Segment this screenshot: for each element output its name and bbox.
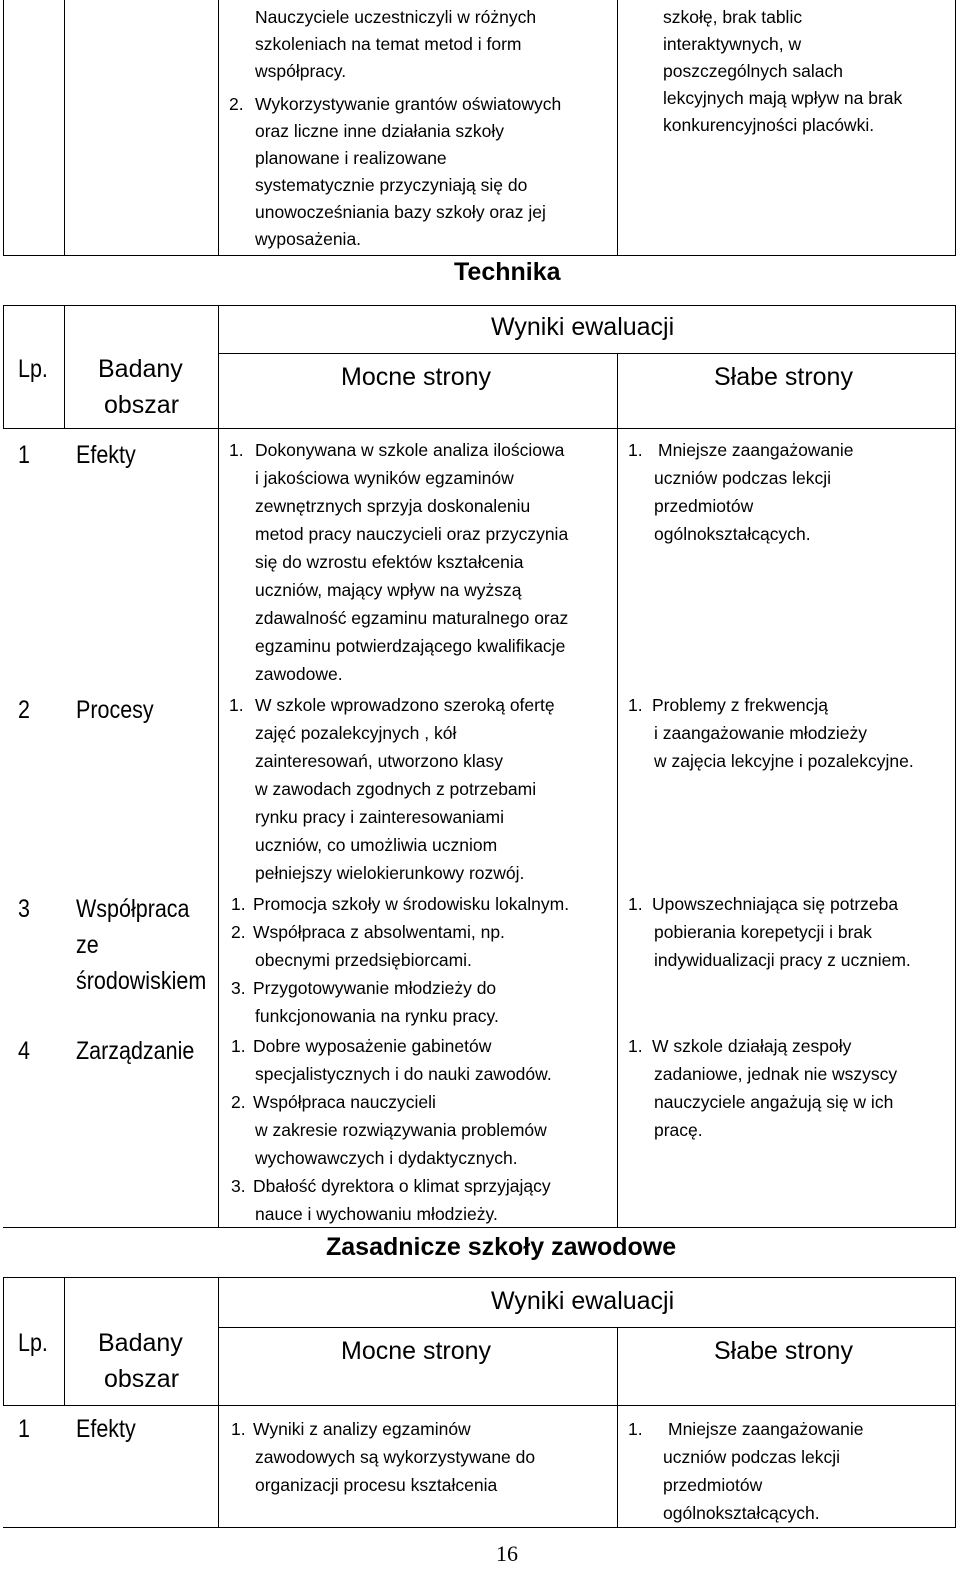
text-line: oraz liczne inne działania szkoły xyxy=(255,121,505,141)
header-strong: Mocne strony xyxy=(341,363,492,391)
text-line: współpracy. xyxy=(255,61,347,81)
text-line: pełniejszy wielokierunkowy rozwój. xyxy=(255,863,525,883)
text-line: ogólnokształcących. xyxy=(663,1503,820,1523)
row-lp: 4 xyxy=(18,1037,30,1065)
text-line: organizacji procesu kształcenia xyxy=(255,1475,498,1495)
item-number: 1. xyxy=(628,894,643,914)
text-line: unowocześniania bazy szkoły oraz jej xyxy=(255,202,546,222)
text-line: Problemy z frekwencją xyxy=(652,695,829,715)
text-line: Współpraca nauczycieli xyxy=(253,1092,436,1112)
item-number: 1. xyxy=(231,894,246,914)
text-line: Nauczyciele uczestniczyli w różnych xyxy=(255,7,537,27)
text-line: Dobre wyposażenie gabinetów xyxy=(253,1036,492,1056)
row-area: Współpraca xyxy=(76,895,190,923)
text-line: zawodowe. xyxy=(255,664,343,684)
item-number: 1. xyxy=(628,695,643,715)
header-area-2: obszar xyxy=(104,1365,180,1393)
header-results: Wyniki ewaluacji xyxy=(491,1287,675,1315)
text-line: wyposażenia. xyxy=(255,229,362,249)
text-line: zainteresowań, utworzono klasy xyxy=(255,751,504,771)
text-line: Mniejsze zaangażowanie xyxy=(658,440,854,460)
header-area: Badany xyxy=(98,355,183,383)
text-line: interaktywnych, w xyxy=(663,34,802,54)
text-line: uczniów, mający wpływ na wyższą xyxy=(255,580,522,600)
text-line: Przygotowywanie młodzieży do xyxy=(253,978,497,998)
row-area-3: środowiskiem xyxy=(76,967,207,995)
text-line: pracę. xyxy=(654,1120,703,1140)
text-line: nauczyciele angażują się w ich xyxy=(654,1092,894,1112)
text-line: pobierania korepetycji i brak xyxy=(654,922,872,942)
text-line: zawodowych są wykorzystywane do xyxy=(255,1447,536,1467)
section-title-technika: Technika xyxy=(454,258,561,286)
text-line: metod pracy nauczycieli oraz przyczynia xyxy=(255,524,569,544)
text-line: się do wzrostu efektów kształcenia xyxy=(255,552,524,572)
row-area: Procesy xyxy=(76,696,154,724)
text-line: indywidualizacji pracy z uczniem. xyxy=(654,950,911,970)
page-number: 16 xyxy=(496,1541,518,1566)
text-line: planowane i realizowane xyxy=(255,148,447,168)
text-line: poszczególnych salach xyxy=(663,61,843,81)
item-number: 2. xyxy=(229,94,244,114)
text-line: uczniów podczas lekcji xyxy=(654,468,832,488)
item-number: 1. xyxy=(628,440,643,460)
text-line: Mniejsze zaangażowanie xyxy=(668,1419,864,1439)
text-line: W szkole wprowadzono szeroką ofertę xyxy=(255,695,555,715)
header-results: Wyniki ewaluacji xyxy=(491,313,675,341)
text-line: konkurencyjności placówki. xyxy=(663,115,875,135)
item-number: 1. xyxy=(628,1036,643,1056)
text-line: przedmiotów xyxy=(654,496,754,516)
row-lp: 3 xyxy=(18,895,30,923)
text-line: zadaniowe, jednak nie wszyscy xyxy=(654,1064,898,1084)
header-weak: Słabe strony xyxy=(714,363,853,391)
section-title-zsz: Zasadnicze szkoły zawodowe xyxy=(326,1233,677,1261)
item-number: 3. xyxy=(231,978,246,998)
row-area: Efekty xyxy=(76,441,136,469)
text-line: w zajęcia lekcyjne i pozalekcyjne. xyxy=(654,751,914,771)
item-number: 1. xyxy=(628,1419,643,1439)
header-area: Badany xyxy=(98,1329,183,1357)
row-area-2: ze xyxy=(76,931,99,959)
item-number: 3. xyxy=(231,1176,246,1196)
item-number: 2. xyxy=(231,922,246,942)
text-line: Dokonywana w szkole analiza ilościowa xyxy=(255,440,565,460)
text-line: szkołę, brak tablic xyxy=(663,7,803,27)
text-line: zdawalność egzaminu maturalnego oraz xyxy=(255,608,569,628)
row-lp: 1 xyxy=(18,1415,30,1443)
text-line: W szkole działają zespoły xyxy=(652,1036,852,1056)
text-line: i jakościowa wyników egzaminów xyxy=(255,468,514,488)
text-line: zewnętrznych sprzyja doskonaleniu xyxy=(255,496,531,516)
text-line: i zaangażowanie młodzieży xyxy=(654,723,868,743)
text-line: egzaminu potwierdzającego kwalifikacje xyxy=(255,636,566,656)
text-line: lekcyjnych mają wpływ na brak xyxy=(663,88,903,108)
text-line: uczniów podczas lekcji xyxy=(663,1447,841,1467)
text-line: zajęć pozalekcyjnych , kół xyxy=(255,723,457,743)
text-line: Wyniki z analizy egzaminów xyxy=(253,1419,471,1439)
text-line: nauce i wychowaniu młodzieży. xyxy=(255,1204,498,1224)
item-number: 1. xyxy=(229,695,244,715)
text-line: Upowszechniająca się potrzeba xyxy=(652,894,899,914)
text-line: systematycznie przyczyniają się do xyxy=(255,175,528,195)
text-line: w zawodach zgodnych z potrzebami xyxy=(255,779,537,799)
item-number: 1. xyxy=(231,1036,246,1056)
text-line: w zakresie rozwiązywania problemów xyxy=(255,1120,547,1140)
header-lp: Lp. xyxy=(18,1329,48,1357)
item-number: 1. xyxy=(229,440,244,460)
header-lp: Lp. xyxy=(18,355,48,383)
text-line: specjalistycznych i do nauki zawodów. xyxy=(255,1064,552,1084)
item-number: 1. xyxy=(231,1419,246,1439)
text-line: Współpraca z absolwentami, np. xyxy=(253,922,505,942)
text-line: Promocja szkoły w środowisku lokalnym. xyxy=(253,894,570,914)
row-area: Efekty xyxy=(76,1415,136,1443)
row-lp: 1 xyxy=(18,441,30,469)
text-line: szkoleniach na temat metod i form xyxy=(255,34,522,54)
text-line: rynku pracy i zainteresowaniami xyxy=(255,807,504,827)
text-line: ogólnokształcących. xyxy=(654,524,811,544)
text-line: uczniów, co umożliwia uczniom xyxy=(255,835,498,855)
text-line: obecnymi przedsiębiorcami. xyxy=(255,950,472,970)
item-number: 2. xyxy=(231,1092,246,1112)
text-line: funkcjonowania na rynku pracy. xyxy=(255,1006,499,1026)
header-weak: Słabe strony xyxy=(714,1337,853,1365)
row-lp: 2 xyxy=(18,696,30,724)
text-line: wychowawczych i dydaktycznych. xyxy=(255,1148,518,1168)
row-area: Zarządzanie xyxy=(76,1037,195,1065)
header-area-2: obszar xyxy=(104,391,180,419)
text-line: Wykorzystywanie grantów oświatowych xyxy=(255,94,562,114)
header-strong: Mocne strony xyxy=(341,1337,492,1365)
text-line: Dbałość dyrektora o klimat sprzyjający xyxy=(253,1176,551,1196)
text-line: przedmiotów xyxy=(663,1475,763,1495)
